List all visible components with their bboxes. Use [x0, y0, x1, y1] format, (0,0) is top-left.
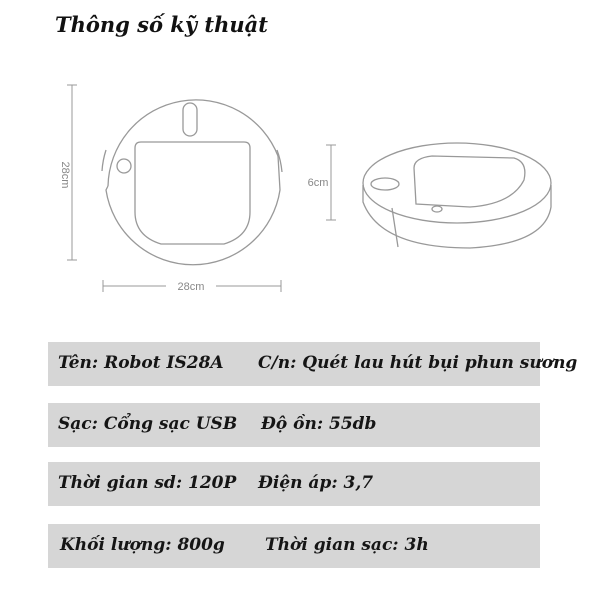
spec-voltage: Điện áp: 3,7 — [258, 473, 374, 493]
spec-charging-time: Thời gian sạc: 3h — [265, 535, 429, 555]
spec-row — [48, 342, 578, 386]
left-bumper-arc — [102, 150, 106, 171]
spec-row — [48, 462, 540, 506]
side-view-top-panel — [414, 156, 525, 207]
top-view-bumper-edge — [106, 156, 280, 265]
side-button-icon — [117, 159, 131, 173]
top-view-robot — [102, 100, 282, 265]
side-view-robot — [363, 143, 551, 248]
spec-usage-time: Thời gian sd: 120P — [58, 473, 237, 493]
spec-name: Tên: Robot IS28A — [58, 353, 224, 373]
top-view-outer-edge — [108, 100, 278, 186]
page-title: Thông số kỹ thuật — [55, 12, 268, 37]
top-view-height-label: 28cm — [59, 161, 71, 189]
side-view-sensor — [371, 178, 399, 190]
spec-noise: Độ ồn: 55db — [261, 414, 377, 434]
spec-weight: Khối lượng: 800g — [60, 535, 225, 555]
spec-charging: Sạc: Cổng sạc USB — [58, 414, 238, 434]
top-panel — [135, 142, 250, 244]
spec-row — [48, 403, 540, 447]
spec-row — [48, 524, 540, 568]
side-view-button-icon — [432, 206, 442, 212]
side-view-height-label: 6cm — [307, 177, 329, 189]
sensor-slot — [183, 103, 197, 136]
top-view-width-label: 28cm — [177, 281, 205, 293]
side-view-body — [363, 185, 551, 248]
spec-function: C/n: Quét lau hút bụi phun sương — [258, 353, 578, 373]
